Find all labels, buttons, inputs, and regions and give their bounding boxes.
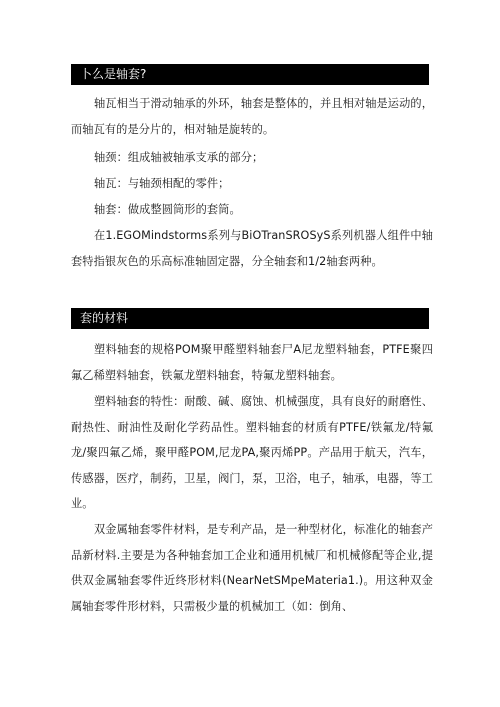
- paragraph: 塑料轴套的规格POM聚甲醛塑料轴套尸A尼龙塑料轴套，PTFE聚四氟乙稀塑料轴套，铁氟龙塑料轴套，特氟龙塑料轴套。: [71, 343, 433, 382]
- section-heading: 套的材料: [71, 308, 429, 329]
- paragraph: 轴套：做成整圆筒形的套筒。: [94, 203, 241, 216]
- paragraph: 轴瓦：与轴颈相配的零件；: [94, 177, 230, 190]
- paragraph: 塑料轴套的特性：耐酸、碱、腐蚀、机械强度，具有良好的耐磨性、耐热性、耐油性及耐化学药品性。塑料轴套的材质有PTFE/铁氟龙/特氟龙/聚四氟乙烯，聚甲醛POM,尼龙PA,聚丙烯PP。产品用于航天，汽车，传感器，医疗，制药，卫星，阀门，泵，卫浴，电子，轴承，电器，等工业。: [71, 395, 433, 510]
- paragraph: 轴颈：组成轴被轴承支承的部分；: [94, 151, 264, 164]
- paragraph: 双金属轴套零件材料，是专利产品，是一种型材化，标准化的轴套产品新材料.主要是为各种轴套加工企业和通用机械厂和机械修配等企业,提供双金属轴套零件近终形材料(NearNetSMpeMateria1.)。用这种双金属轴套零件形材料，只需极少量的机械加工（如：倒角、: [71, 523, 433, 613]
- paragraph: 在1.EGOMindstorms系列与BiOTranSROSyS系列机器人组件中轴套特指银灰色的乐高标准轴固定器，分全轴套和1/2轴套两种。: [71, 229, 433, 268]
- paragraph: 轴瓦相当于滑动轴承的外环，轴套是整体的，并且相对轴是运动的，而轴瓦有的是分片的，相对轴是旋转的。: [71, 97, 433, 136]
- section-heading: 卜么是轴套?: [71, 64, 429, 85]
